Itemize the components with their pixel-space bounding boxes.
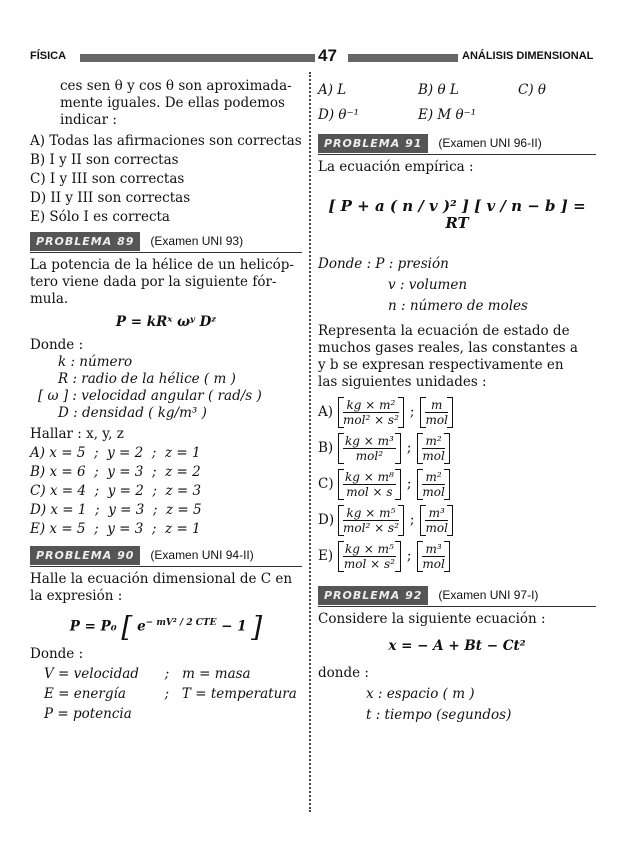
formula: P = P₀ [ $e^{- mV^2 / 2 CTE} - 1$ ] bbox=[69, 610, 263, 644]
definition: x : espacio ( m ) bbox=[366, 686, 475, 702]
definition: V = velocidad ; m = masa bbox=[44, 665, 251, 682]
fraction bbox=[343, 470, 396, 499]
fraction bbox=[425, 506, 447, 535]
exam-label: (Examen UNI 96-II) bbox=[438, 136, 542, 150]
left-column bbox=[30, 78, 302, 726]
numerator: kg × m⁸ bbox=[345, 470, 394, 484]
problem-text: tero viene dada por la siguiente fór- bbox=[30, 274, 277, 290]
option: E) x = 5 ; y = 3 ; z = 1 bbox=[30, 521, 201, 537]
problem-90-header bbox=[30, 546, 302, 567]
unit-option bbox=[318, 505, 596, 536]
donde-label: Donde : bbox=[30, 337, 84, 353]
denominator: mol² × s² bbox=[343, 521, 399, 535]
bracket bbox=[417, 541, 449, 572]
numerator: m³ bbox=[425, 506, 447, 521]
numerator: kg × m² bbox=[343, 398, 399, 413]
problem-text: La potencia de la hélice de un helicóp- bbox=[30, 257, 294, 273]
definition: t : tiempo (segundos) bbox=[366, 707, 512, 723]
header-bar-right bbox=[348, 54, 458, 62]
option: B) θ L bbox=[418, 82, 459, 98]
option: D) II y III son correctas bbox=[30, 190, 191, 206]
option: C) I y III son correctas bbox=[30, 171, 185, 187]
numerator: m² bbox=[422, 434, 444, 449]
unit-option bbox=[318, 469, 596, 500]
problem-badge: PROBLEMA 90 bbox=[30, 546, 140, 565]
option: A) x = 5 ; y = 2 ; z = 1 bbox=[30, 445, 201, 461]
denominator: mol bbox=[425, 413, 448, 427]
fraction bbox=[422, 470, 444, 499]
fraction bbox=[425, 398, 447, 427]
option: C) x = 4 ; y = 2 ; z = 3 bbox=[30, 483, 202, 499]
problem-91-header bbox=[318, 134, 596, 155]
denominator: mol² × s² bbox=[343, 413, 399, 427]
option: A) L bbox=[318, 82, 347, 98]
definition: R : radio de la hélice ( m ) bbox=[58, 371, 236, 387]
formula-right: − 1 bbox=[221, 618, 247, 635]
problem-badge: PROBLEMA 91 bbox=[318, 134, 428, 153]
unit-option bbox=[318, 397, 596, 428]
header-bar-left bbox=[80, 54, 315, 62]
option: D) x = 1 ; y = 3 ; z = 5 bbox=[30, 502, 202, 518]
fraction bbox=[343, 434, 396, 463]
formula-exponent: − mV² / 2 CTE bbox=[145, 618, 217, 628]
bracket bbox=[338, 541, 401, 572]
right-column bbox=[318, 78, 596, 724]
bracket bbox=[417, 469, 449, 500]
option-label: E) bbox=[318, 548, 334, 564]
problem-text: muchos gases reales, las constantes a bbox=[318, 340, 578, 356]
formula: x = − A + Bt − Ct² bbox=[388, 638, 526, 654]
denominator: mol bbox=[422, 557, 445, 571]
option-label: A) bbox=[318, 404, 334, 420]
bracket bbox=[417, 433, 449, 464]
problem-text: La ecuación empírica : bbox=[318, 159, 474, 175]
numerator: kg × m⁵ bbox=[345, 542, 394, 556]
problem-89-header bbox=[30, 232, 302, 253]
problem-badge: PROBLEMA 92 bbox=[318, 586, 428, 605]
separator: ; bbox=[406, 476, 412, 492]
fraction bbox=[343, 398, 399, 427]
option: B) x = 6 ; y = 3 ; z = 2 bbox=[30, 464, 201, 480]
definition: v : volumen bbox=[388, 277, 468, 293]
numerator: m bbox=[425, 398, 447, 413]
numerator: kg × m³ bbox=[345, 434, 394, 448]
exam-label: (Examen UNI 93) bbox=[150, 234, 244, 248]
exam-label: (Examen UNI 97-I) bbox=[438, 588, 539, 602]
exam-label: (Examen UNI 94-II) bbox=[150, 548, 254, 562]
denominator: mol × s bbox=[346, 485, 393, 499]
definition: Donde : P : presión bbox=[318, 256, 449, 272]
problem-text: Representa la ecuación de estado de bbox=[318, 323, 570, 339]
definition: P = potencia bbox=[44, 705, 132, 722]
intro-line: mente iguales. De ellas podemos bbox=[60, 95, 285, 111]
prev-options-row bbox=[318, 107, 596, 124]
bracket bbox=[338, 397, 404, 428]
numerator: m² bbox=[422, 470, 444, 485]
unit-option bbox=[318, 541, 596, 572]
problem-92-header bbox=[318, 586, 596, 607]
donde-label: donde : bbox=[318, 665, 369, 681]
donde-label: Donde : bbox=[30, 645, 84, 662]
definition: D : densidad ( kg/m³ ) bbox=[58, 405, 207, 421]
option: E) M θ⁻¹ bbox=[418, 107, 477, 123]
header-subject: FÍSICA bbox=[30, 50, 67, 62]
intro-line: indicar : bbox=[60, 112, 117, 128]
bracket bbox=[338, 469, 401, 500]
separator: ; bbox=[406, 440, 412, 456]
option-label: B) bbox=[318, 440, 334, 456]
separator: ; bbox=[409, 404, 415, 420]
problem-text: la expresión : bbox=[30, 588, 123, 604]
denominator: mol² bbox=[355, 449, 384, 463]
option: B) I y II son correctas bbox=[30, 152, 179, 168]
option: D) θ⁻¹ bbox=[318, 107, 360, 123]
bracket bbox=[420, 505, 452, 536]
denominator: mol × s² bbox=[343, 557, 395, 571]
separator: ; bbox=[409, 512, 415, 528]
page-header bbox=[18, 48, 620, 66]
problem-text: mula. bbox=[30, 291, 69, 307]
problem-text: las siguientes unidades : bbox=[318, 374, 487, 390]
problem-text: Considere la siguiente ecuación : bbox=[318, 611, 546, 627]
fraction bbox=[343, 506, 399, 535]
option-label: D) bbox=[318, 512, 335, 528]
page-number: 47 bbox=[318, 46, 337, 65]
fraction bbox=[422, 434, 444, 463]
bracket bbox=[420, 397, 452, 428]
prev-options-row bbox=[318, 82, 596, 99]
option: C) θ bbox=[518, 82, 547, 98]
problem-text: Halle la ecuación dimensional de C en bbox=[30, 571, 293, 587]
unit-option bbox=[318, 433, 596, 464]
denominator: mol bbox=[422, 485, 445, 499]
formula: [ P + a ( n / v )² ] [ v / n − b ] = RT bbox=[328, 197, 586, 232]
problem-badge: PROBLEMA 89 bbox=[30, 232, 140, 251]
definition: E = energía ; T = temperatura bbox=[44, 685, 297, 702]
separator: ; bbox=[406, 548, 412, 564]
column-divider bbox=[309, 72, 311, 812]
bracket bbox=[338, 433, 401, 464]
fraction bbox=[422, 542, 444, 571]
unit-options bbox=[318, 397, 596, 572]
intro-line: ces sen θ y cos θ son aproximada- bbox=[60, 78, 292, 94]
option-label: C) bbox=[318, 476, 334, 492]
definition: n : número de moles bbox=[388, 298, 528, 314]
formula: P = kRˣ ωʸ Dᶻ bbox=[115, 314, 217, 330]
formula-left: P = P₀ bbox=[69, 618, 117, 635]
definition: k : número bbox=[58, 354, 133, 370]
header-chapter: ANÁLISIS DIMENSIONAL bbox=[462, 50, 594, 62]
bracket bbox=[338, 505, 404, 536]
denominator: mol bbox=[422, 449, 445, 463]
option: E) Sólo I es correcta bbox=[30, 209, 170, 225]
definition: [ ω ] : velocidad angular ( rad/s ) bbox=[38, 388, 262, 404]
option: A) Todas las afirmaciones son correctas bbox=[30, 133, 302, 149]
numerator: m³ bbox=[422, 542, 444, 557]
denominator: mol bbox=[425, 521, 448, 535]
problem-text: y b se expresan respectivamente en bbox=[318, 357, 564, 373]
hallar: Hallar : x, y, z bbox=[30, 426, 124, 442]
numerator: kg × m⁵ bbox=[343, 506, 399, 521]
fraction bbox=[343, 542, 396, 571]
